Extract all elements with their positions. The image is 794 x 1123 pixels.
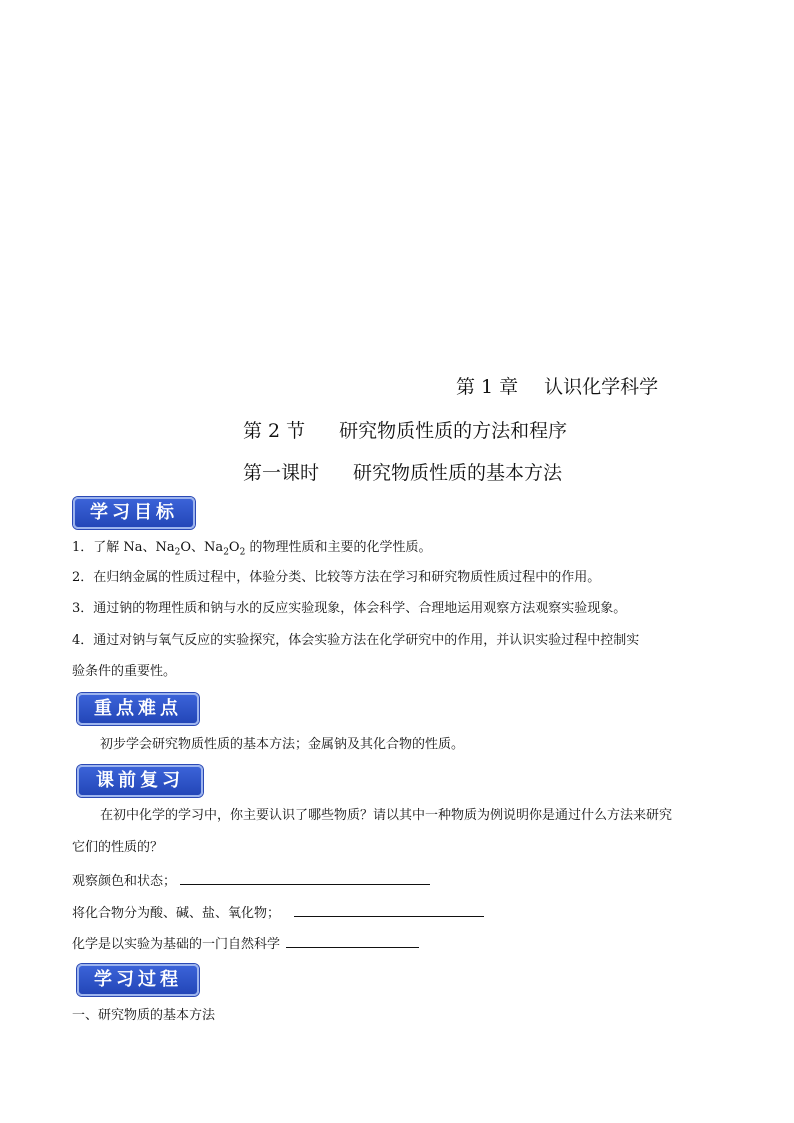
process-heading-1: 一、研究物质的基本方法 [72, 1008, 216, 1023]
section-title: 研究物质性质的方法和程序 [339, 420, 568, 442]
answer-blank-1[interactable] [180, 870, 430, 885]
section-number: 第 2 节 [243, 420, 306, 442]
objective-item-1: 1．了解 Na、$Na_2O$、$Na_2O_2$ 的物理性质和主要的化学性质。 [72, 540, 432, 558]
section-heading [243, 416, 567, 443]
chapter-title: 认识化学科学 [544, 376, 659, 398]
fill-line-1-text: 观察颜色和状态； [72, 874, 177, 889]
preview-question-line-2: 它们的性质的？ [72, 840, 164, 855]
fill-line-2-text: 将化合物分为酸、碱、盐、氧化物； [72, 906, 281, 921]
objective-item-4-line-1: 4．通过对钠与氧气反应的实验探究，体会实验方法在化学研究中的作用，并认识实验过程中控制实 [72, 633, 640, 648]
process-badge: 学习过程 [77, 964, 199, 996]
key-points-badge: 重点难点 [77, 693, 199, 725]
objective-item-3: 3．通过钠的物理性质和钠与水的反应实验现象，体会科学、合理地运用观察方法观察实验现象。 [72, 601, 627, 616]
objective-item-2: 2．在归纳金属的性质过程中，体验分类、比较等方法在学习和研究物质性质过程中的作用。 [72, 570, 601, 585]
fill-line-3-text: 化学是以实验为基础的一门自然科学 [72, 937, 281, 952]
fill-line-2 [72, 902, 484, 924]
chapter-number: 第 1 章 [456, 376, 519, 398]
lesson-heading [243, 458, 562, 485]
preview-question-line-1: 在初中化学的学习中，你主要认识了哪些物质？请以其中一种物质为例说明你是通过什么方法来研究 [100, 808, 673, 823]
answer-blank-2[interactable] [294, 902, 484, 917]
answer-blank-3[interactable] [286, 933, 419, 948]
preview-badge: 课前复习 [77, 765, 203, 797]
chapter-heading [456, 372, 658, 399]
key-points-text: 初步学会研究物质性质的基本方法；金属钠及其化合物的性质。 [100, 737, 465, 752]
objective-item-4-line-2: 验条件的重要性。 [72, 664, 177, 679]
lesson-title: 研究物质性质的基本方法 [353, 462, 563, 484]
lesson-number: 第一课时 [243, 462, 320, 484]
fill-line-1 [72, 870, 430, 892]
fill-line-3 [72, 933, 419, 955]
objectives-badge: 学习目标 [73, 497, 195, 529]
